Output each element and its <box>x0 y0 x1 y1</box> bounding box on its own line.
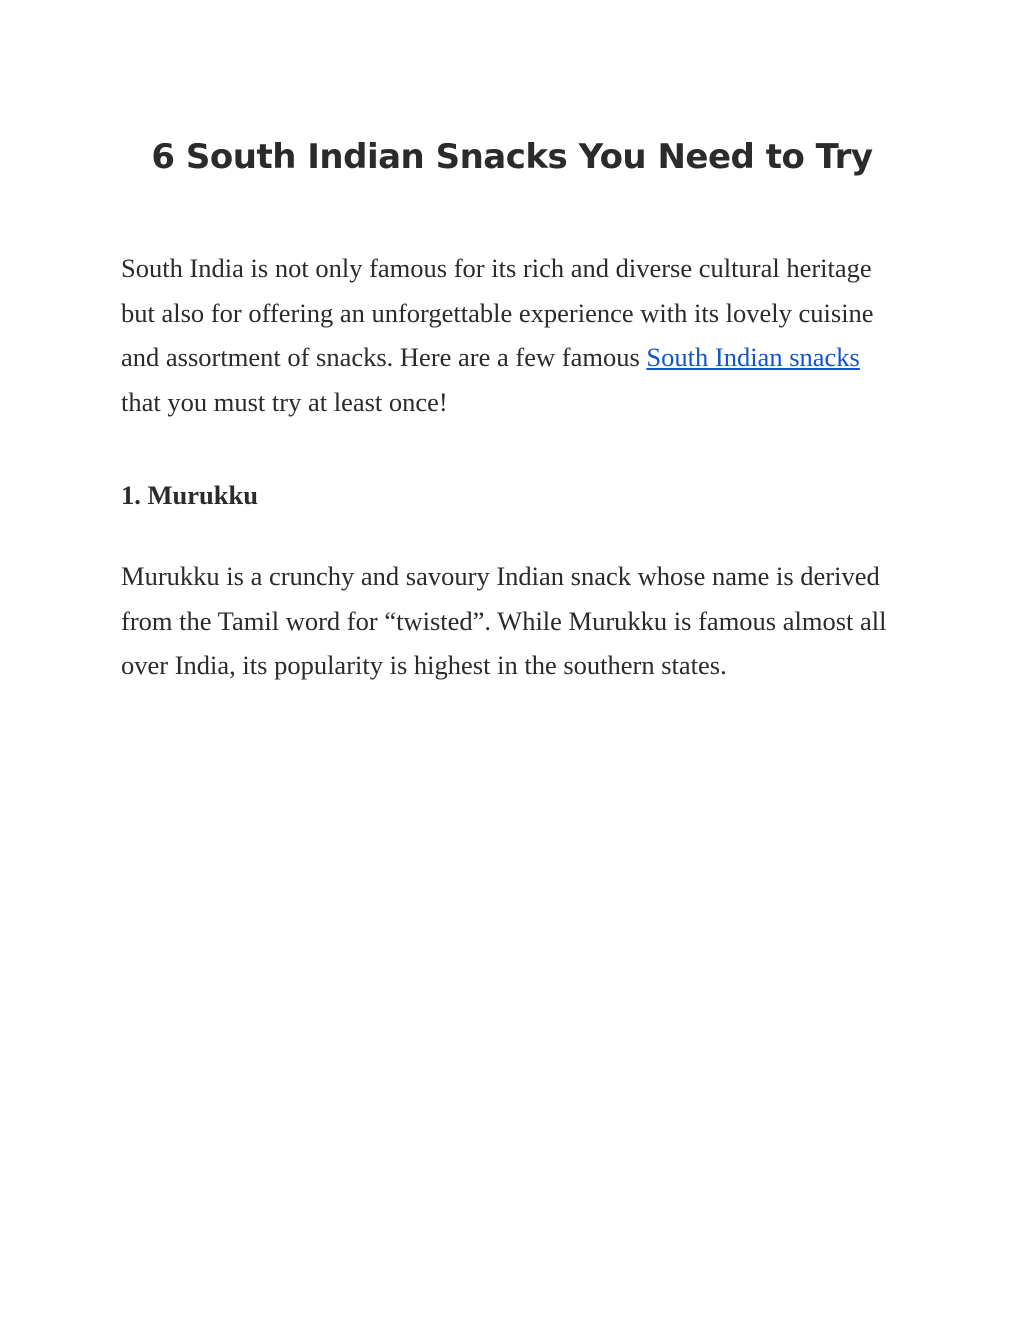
intro-paragraph <box>121 246 901 424</box>
intro-text-after-link: that you must try at least once! <box>121 386 448 417</box>
south-indian-snacks-link[interactable]: South Indian snacks <box>646 342 860 372</box>
section-paragraph-murukku: Murukku is a crunchy and savoury Indian snack whose name is derived from the Tamil word for “twisted”. While Murukku is famous almost all over India, its popularity is highest in the southern states. <box>121 561 887 680</box>
intro-text-before-link: South India is not only famous for its rich and diverse cultural heritage but also for offering an unforgettable experience with its lovely cuisine and assortment of snacks. Here are a few famous <box>121 253 874 372</box>
page-title: 6 South Indian Snacks You Need to Try <box>151 137 873 177</box>
section-heading-murukku: 1. Murukku <box>121 480 258 510</box>
